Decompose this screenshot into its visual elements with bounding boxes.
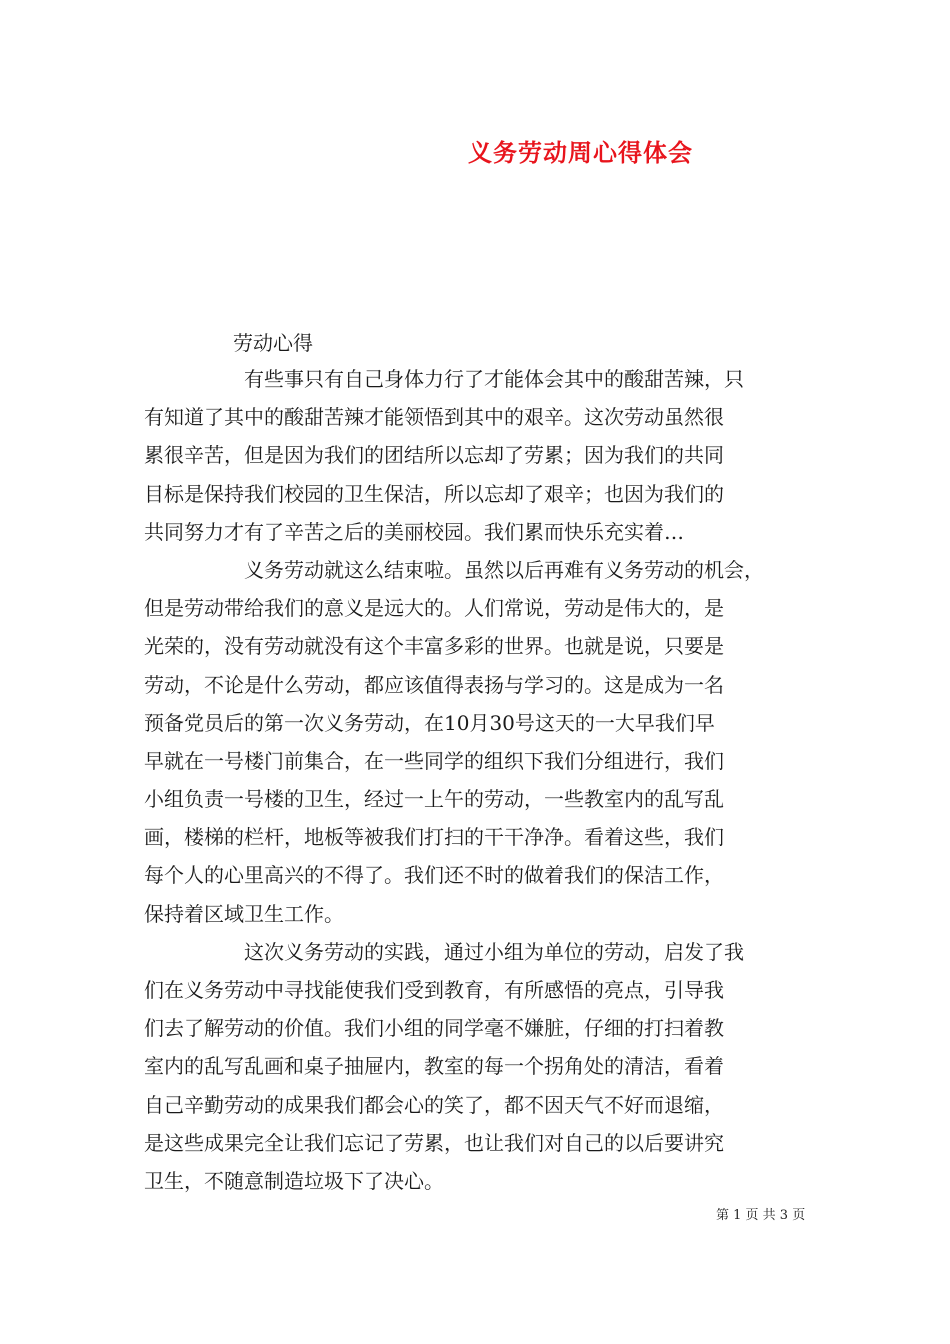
text-line: 光荣的，没有劳动就没有这个丰富多彩的世界。也就是说，只要是: [144, 634, 724, 659]
text-line: 室内的乱写乱画和桌子抽屉内，教室的每一个拐角处的清洁，看着: [144, 1054, 724, 1079]
document-title: 义务劳动周心得体会: [468, 138, 693, 167]
page-number: 第 1 页 共 3 页: [716, 1208, 806, 1223]
text-line: 共同努力才有了辛苦之后的美丽校园。我们累而快乐充实着…: [144, 519, 684, 544]
text-line: 预备党员后的第一次义务劳动，在10月30号这天的一大早我们早: [144, 710, 715, 735]
text-line: 小组负责一号楼的卫生，经过一上午的劳动，一些教室内的乱写乱: [144, 787, 724, 812]
text-line: 卫生，不随意制造垃圾下了决心。: [144, 1168, 444, 1193]
text-line: 画，楼梯的栏杆，地板等被我们打扫的干干净净。看着这些，我们: [144, 825, 724, 850]
text-line: 们在义务劳动中寻找能使我们受到教育，有所感悟的亮点，引导我: [144, 978, 724, 1002]
text-line: 保持着区域卫生工作。: [144, 901, 344, 926]
text-line: 是这些成果完全让我们忘记了劳累，也让我们对自己的以后要讲究: [144, 1130, 724, 1155]
text-line: 劳动，不论是什么劳动，都应该值得表扬与学习的。这是成为一名: [144, 672, 724, 697]
text-line: 目标是保持我们校园的卫生保洁，所以忘却了艰辛；也因为我们的: [144, 481, 724, 506]
paragraph-3: [144, 933, 808, 1200]
text-line: 这次义务劳动的实践，通过小组为单位的劳动，启发了我: [244, 939, 744, 964]
text-line: 有些事只有自己身体力行了才能体会其中的酸甜苦辣，只: [244, 367, 744, 391]
text-line: 自己辛勤劳动的成果我们都会心的笑了，都不因天气不好而退缩，: [144, 1092, 724, 1117]
text-line: 有知道了其中的酸甜苦辣才能领悟到其中的艰辛。这次劳动虽然很: [144, 405, 724, 430]
text-line: 义务劳动就这么结束啦。虽然以后再难有义务劳动的机会，: [244, 557, 764, 582]
text-line: 每个人的心里高兴的不得了。我们还不时的做着我们的保洁工作，: [144, 863, 724, 888]
section-heading: 劳动心得: [233, 331, 313, 355]
text-line: 累很辛苦，但是因为我们的团结所以忘却了劳累；因为我们的共同: [144, 443, 724, 468]
paragraph-1: [144, 360, 808, 551]
text-line: 但是劳动带给我们的意义是远大的。人们常说，劳动是伟大的，是: [144, 596, 724, 621]
document-body: [144, 360, 808, 1200]
paragraph-2: [144, 551, 808, 933]
text-line: 们去了解劳动的价值。我们小组的同学毫不嫌脏，仔细的打扫着教: [144, 1016, 724, 1041]
text-line: 早就在一号楼门前集合，在一些同学的组织下我们分组进行，我们: [144, 748, 724, 773]
